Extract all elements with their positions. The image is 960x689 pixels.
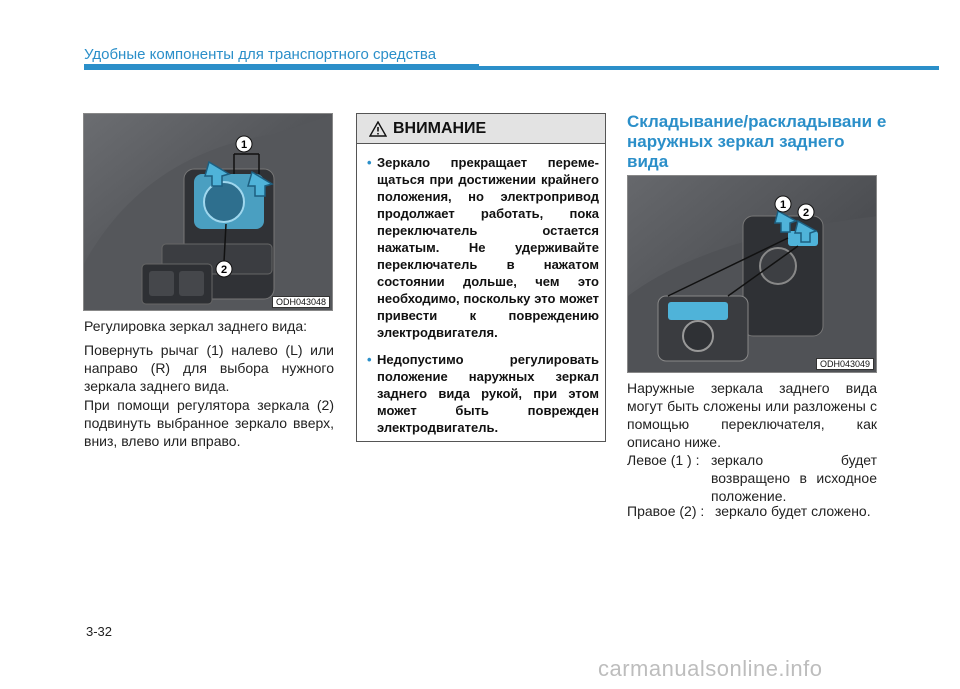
warning-triangle-icon bbox=[369, 121, 387, 137]
callout-1-label: 1 bbox=[240, 139, 248, 151]
left-paragraph-1: Повернуть рычаг (1) налево (L) или направо (R) для выбора нужного зеркала заднего вида. bbox=[84, 342, 334, 394]
warning-header bbox=[357, 114, 605, 144]
mirror-switch-illustration bbox=[84, 114, 333, 311]
right-mode-text: зеркало будет сложено. bbox=[715, 503, 871, 519]
figure-code: ODH043048 bbox=[272, 296, 330, 308]
page-number: 3-32 bbox=[86, 624, 113, 639]
bullet-icon: • bbox=[367, 352, 372, 367]
warning-item bbox=[367, 154, 599, 341]
page-header-title: Удобные компоненты для транспортного средства bbox=[84, 46, 437, 63]
warning-box bbox=[356, 113, 606, 442]
callout-2-label: 2 bbox=[220, 264, 228, 276]
fold-switch-illustration bbox=[628, 176, 877, 373]
left-paragraph-2: При помощи регулятора зеркала (2) подвинуть выбранное зеркало вверх, вниз, влево или вправо. bbox=[84, 397, 334, 449]
left-mode-text: зеркало будет возвращено в исходное положение. bbox=[711, 452, 877, 504]
figure-code: ODH043049 bbox=[816, 358, 874, 370]
warning-item-text: Недопустимо регулировать положение наружных зеркал заднего вида рукой, при этом может быть поврежден электродвигатель. bbox=[377, 352, 599, 435]
watermark: carmanualsonline.info bbox=[598, 656, 823, 681]
figure-mirror-adjust bbox=[83, 113, 333, 311]
right-paragraph-1: Наружные зеркала заднего вида могут быть сложены или разложены с помощью переключателя, как описано ниже. bbox=[627, 380, 877, 450]
callout-2-label: 2 bbox=[802, 207, 810, 219]
right-mode-label: Правое (2) : bbox=[627, 503, 705, 519]
left-mode-label: Левое (1 ) : bbox=[627, 452, 700, 468]
warning-item-text: Зеркало прекращает переме-щаться при достижении крайнего положения, но электропривод продолжает работать, пока переключатель остается нажатым. Не удерживайте переключатель в нажатом состоянии дольше, чем это необходимо, поскольку это может привести к повреждению электродвигателя. bbox=[377, 155, 599, 340]
warning-item bbox=[367, 351, 599, 436]
bullet-icon: • bbox=[367, 155, 372, 170]
warning-title: ВНИМАНИЕ bbox=[393, 119, 487, 137]
callout-1-label: 1 bbox=[779, 199, 787, 211]
section-title: Складывание/раскладывани е наружных зеркал заднего вида bbox=[627, 112, 887, 171]
figure1-caption: Регулировка зеркал заднего вида: bbox=[84, 318, 307, 334]
figure-mirror-fold bbox=[627, 175, 877, 373]
header-rule-accent bbox=[84, 64, 479, 70]
